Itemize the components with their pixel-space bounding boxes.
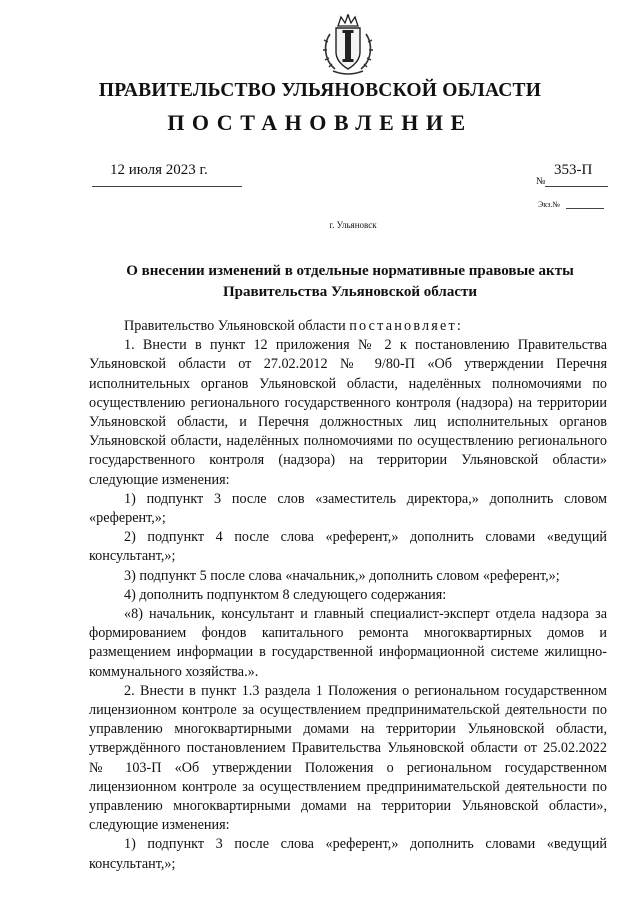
paragraph-1-item-2: 2) подпункт 4 после слова «референт,» дополнить словами «ведущий консультант,»; xyxy=(89,529,607,565)
paragraph-1-item-4: 4) дополнить подпунктом 8 следующего содержания: xyxy=(124,586,447,603)
coat-of-arms-icon xyxy=(321,14,375,76)
document-body xyxy=(89,317,607,874)
intro-paragraph xyxy=(89,317,607,336)
paragraph-2-item-1: 1) подпункт 3 после слова «референт,» дополнить словами «ведущий консультант,»; xyxy=(89,836,607,872)
date-underline xyxy=(92,186,242,187)
paragraph-1-quote: «8) начальник, консультант и главный специалист-эксперт отдела надзора за формированием фондов капитального ремонта многоквартирных домов и размещением информации в государственной информационной системе жилищно-коммунального хозяйства.». xyxy=(89,606,607,680)
heading-line-1: О внесении изменений в отдельные нормативные правовые акты xyxy=(126,263,574,279)
intro-text: Правительство Ульяновской области xyxy=(124,318,350,334)
government-title: ПРАВИТЕЛЬСТВО УЛЬЯНОВСКОЙ ОБЛАСТИ xyxy=(98,80,542,101)
copy-number-label: Экз.№ xyxy=(538,200,560,209)
intro-spaced-verb: постановляет: xyxy=(349,318,464,334)
paragraph-1: 1. Внести в пункт 12 приложения № 2 к постановлению Правительства Ульяновской области от 27.02.2012 № 9/80-П «Об утверждении Перечня исполнительных органов Ульяновской области, наделённых полномочиями по осуществлению регионального государственного контроля (надзора) на территории Ульяновской области, и Перечня должностных лиц исполнительных органов Ульяновской области, наделённых полномочиями по осуществлению регионального государственного контроля (надзора) на территории Ульяновской области» следующие изменения: xyxy=(89,337,607,488)
number-underline xyxy=(545,186,608,187)
copy-number-underline xyxy=(566,208,604,209)
paragraph-1-item-1: 1) подпункт 3 после слов «заместитель директора,» дополнить словом «референт,»; xyxy=(89,490,607,527)
document-date: 12 июля 2023 г. xyxy=(110,162,208,178)
paragraph-1-item-3: 3) подпункт 5 после слова «начальник,» дополнить словом «референт,»; xyxy=(124,567,560,584)
paragraph-2: 2. Внести в пункт 1.3 раздела 1 Положения о региональном государственном лицензионном контроле за осуществлением предпринимательской деятельности по управлению многоквартирными домами на территории Ульяновской области, утверждённого постановлением Правительства Ульяновской области от 25.02.2022 № 103-П «Об утверждении Положения о региональном государственном лицензионном контроле за осуществлением предпринимательской деятельности по управлению многоквартирными домами на территории Ульяновской области», следующие изменения: xyxy=(89,682,607,834)
number-prefix: № xyxy=(536,176,546,187)
heading-line-2: Правительства Ульяновской области xyxy=(222,284,478,300)
document-heading xyxy=(90,261,610,303)
document-number: 353-П xyxy=(554,162,593,178)
city: г. Ульяновск xyxy=(329,220,377,230)
document-type: ПОСТАНОВЛЕНИЕ xyxy=(167,110,473,135)
